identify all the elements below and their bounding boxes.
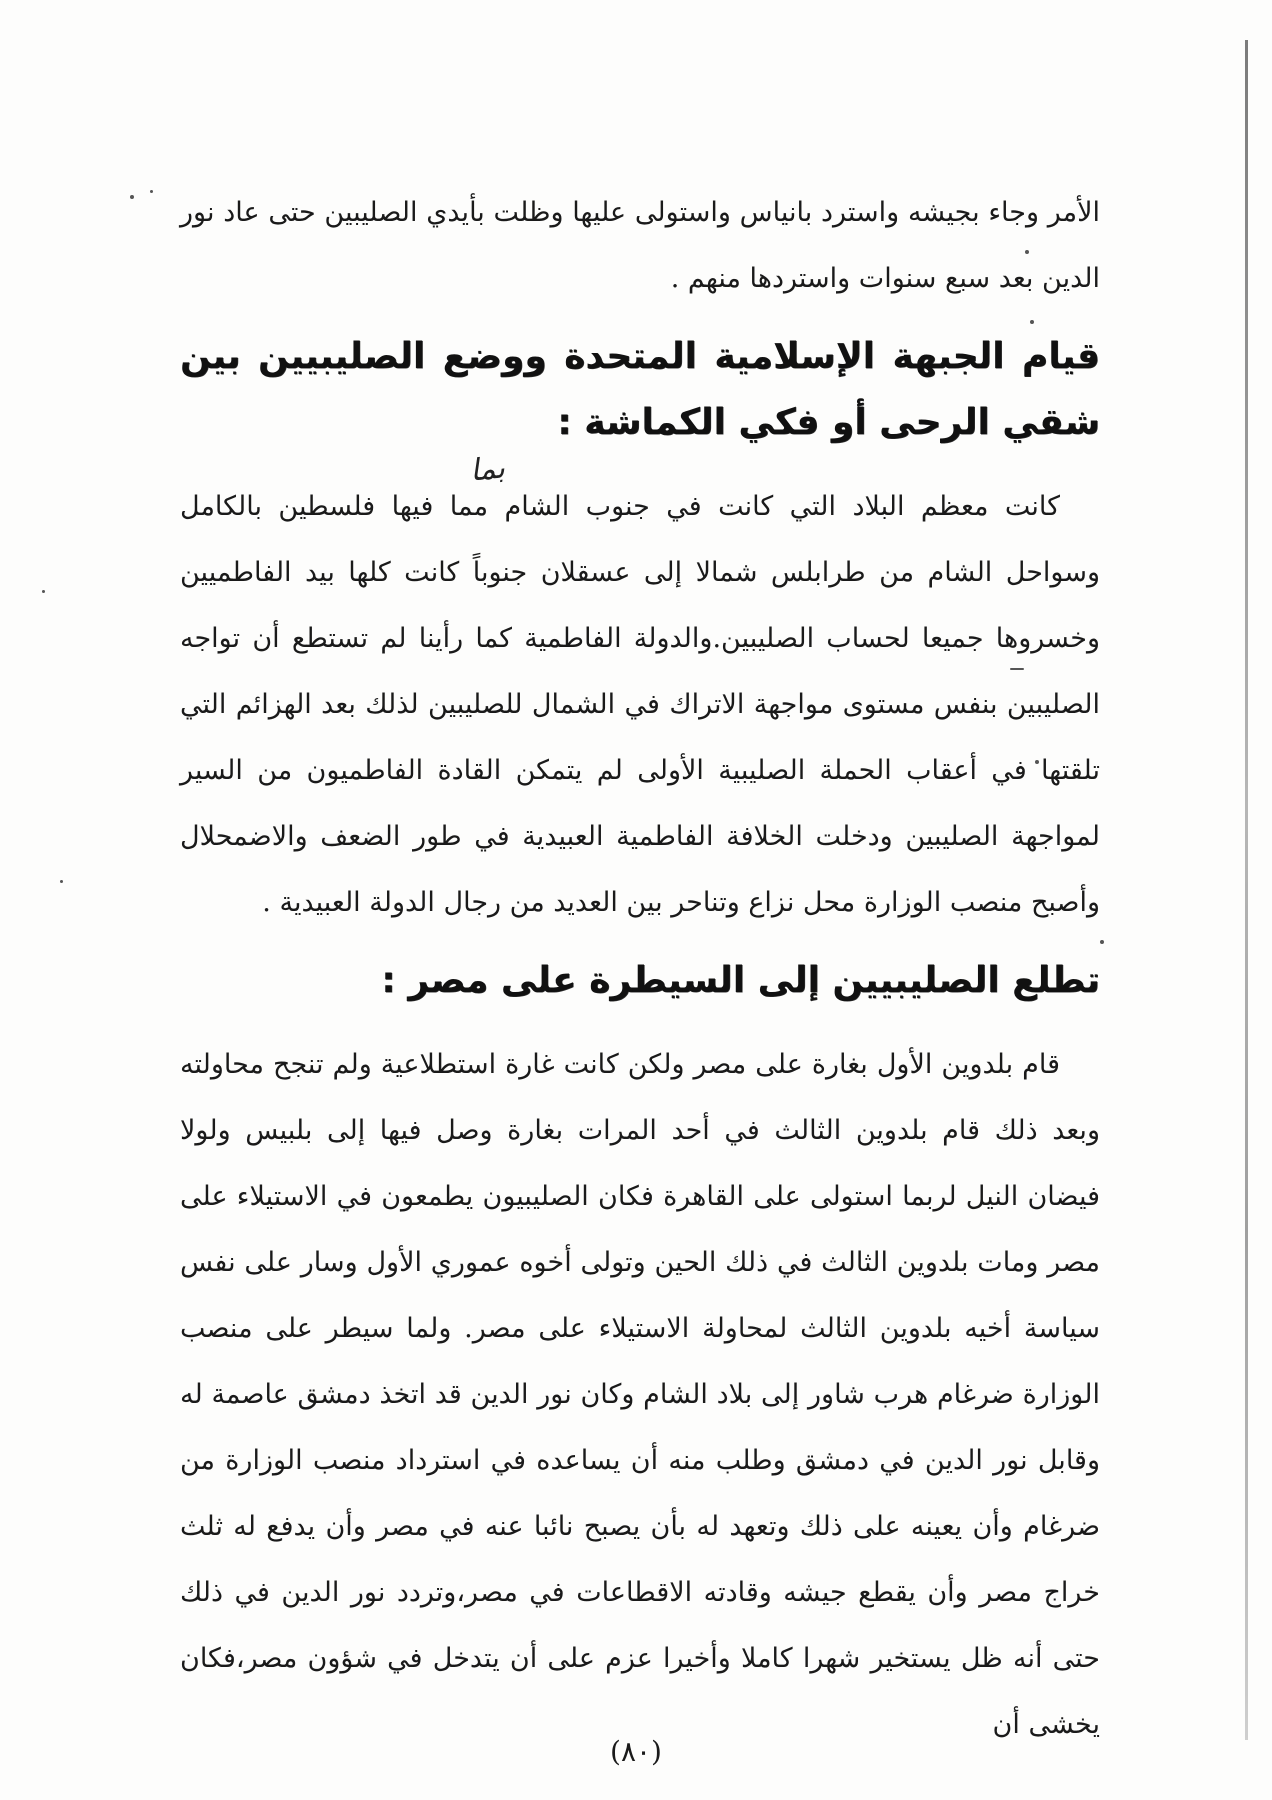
paragraph-continued: الأمر وجاء بجيشه واسترد بانياس واستولى عليها وظلت بأيدي الصليبين حتى عاد نور الدين بعد سبع سنوات واستردها منهم .: [180, 197, 1100, 294]
scan-speck: [42, 590, 45, 593]
document-body: [180, 180, 1100, 1758]
scan-speck: [130, 195, 134, 199]
scan-speck: [60, 880, 63, 883]
scan-edge-line: [1245, 40, 1248, 1740]
handwritten-annotation: بما: [468, 450, 507, 489]
page-number: (٨٠): [610, 1735, 662, 1768]
scan-speck: [150, 190, 153, 193]
paragraph-southern-sham: كانت معظم البلاد التي كانت في جنوب الشام مما فيها فلسطين بالكامل وسواحل الشام من طرابلس شمالا إلى عسقلان جنوباً كانت كلها بيد الفاطميين وخسروها جميعا لحساب الصليبين.والدولة الفاطمية كما رأينا لم تستطع أن تواجه الصليبين بنفس مستوى مواجهة الاتراك في الشمال للصليبين لذلك بعد الهزائم التي تلقتها في أعقاب الحملة الصليبية الأولى لم يتمكن القادة الفاطميون من السير لمواجهة الصليبين ودخلت الخلافة الفاطمية العبيدية في طور الضعف والاضمحلال وأصبح منصب الوزارة محل نزاع وتناحر بين العديد من رجال الدولة العبيدية .: [180, 491, 1100, 918]
section-heading-crusaders-egypt: تطلع الصليبيين إلى السيطرة على مصر :: [381, 960, 1100, 1001]
section-heading-islamic-front: قيام الجبهة الإسلامية المتحدة ووضع الصليبيين بين شقي الرحى أو فكي الكماشة :: [180, 336, 1100, 443]
scan-speck: [1100, 940, 1104, 944]
paragraph-baldwin-egypt: قام بلدوين الأول بغارة على مصر ولكن كانت غارة استطلاعية ولم تنجح محاولته وبعد ذلك قام بلدوين الثالث في أحد المرات بغارة وصل فيها إلى بلبيس ولولا فيضان النيل لربما استولى على القاهرة فكان الصليبيون يطمعون في الاستيلاء على مصر ومات بلدوين الثالث في ذلك الحين وتولى أخوه عموري الأول وسار على نفس سياسة أخيه بلدوين الثالث لمحاولة الاستيلاء على مصر. ولما سيطر على منصب الوزارة ضرغام هرب شاور إلى بلاد الشام وكان نور الدين قد اتخذ دمشق عاصمة له وقابل نور الدين في دمشق وطلب منه أن يساعده في استرداد منصب الوزارة من ضرغام وأن يعينه على ذلك وتعهد له بأن يصبح نائبا عنه في مصر وأن يدفع له ثلث خراج مصر وأن يقطع جيشه وقادته الاقطاعات في مصر،وتردد نور الدين في ذلك حتى أنه ظل يستخير شهرا كاملا وأخيرا عزم على أن يتدخل في شؤون مصر،فكان يخشى أن: [180, 1049, 1100, 1740]
